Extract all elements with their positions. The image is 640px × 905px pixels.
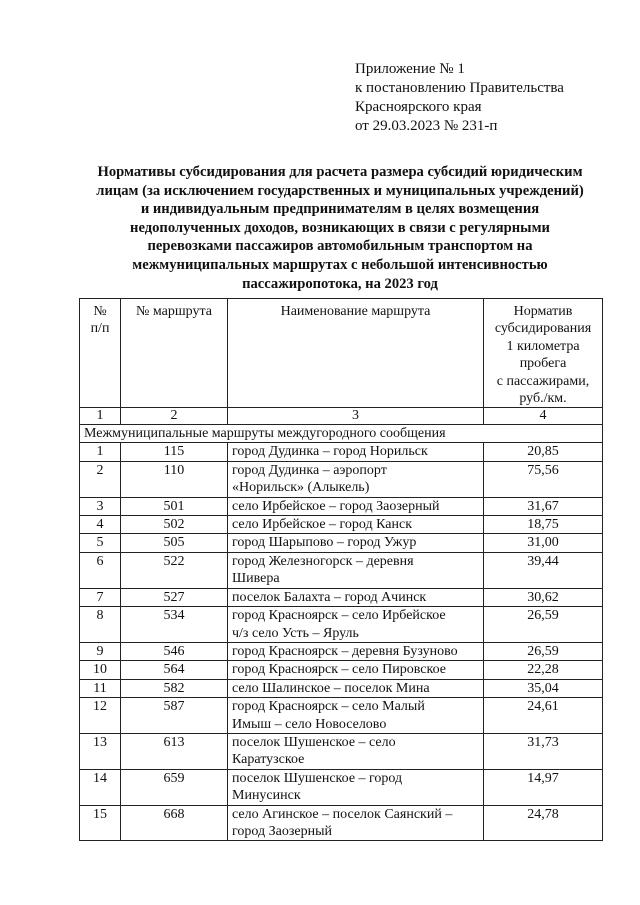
- title-line: Нормативы субсидирования для расчета размера субсидий юридическим: [97, 164, 583, 180]
- row-number: 10: [80, 661, 121, 679]
- subsidy-rate: 26,59: [484, 642, 603, 660]
- table-row: [80, 698, 603, 734]
- subsidy-rate: 24,61: [484, 698, 603, 734]
- table-row: [80, 769, 603, 805]
- route-name-line: село Ирбейское – город Заозерный: [232, 498, 440, 514]
- row-number: 9: [80, 642, 121, 660]
- route-name: [228, 733, 484, 769]
- route-name-line: Минусинск: [232, 788, 301, 804]
- table-header-row: [80, 299, 603, 408]
- route-number: 582: [121, 679, 228, 697]
- row-number: 2: [80, 461, 121, 497]
- route-name-line: село Ирбейское – город Канск: [232, 517, 413, 533]
- route-name-line: город Красноярск – село Малый: [232, 699, 425, 715]
- route-name-line: поселок Шушенское – город: [232, 770, 403, 786]
- section-title: Межмуниципальные маршруты междугородного сообщения: [80, 425, 603, 443]
- route-name-line: город Красноярск – деревня Бузуново: [232, 643, 458, 659]
- column-number: 2: [121, 408, 228, 425]
- title-line: пассажиропотока, на 2023 год: [242, 275, 438, 292]
- subsidy-rate: 14,97: [484, 769, 603, 805]
- route-name-line: село Агинское – поселок Саянский –: [232, 806, 453, 822]
- route-name-line: Имыш – село Новоселово: [232, 716, 387, 732]
- column-number: 1: [80, 408, 121, 425]
- column-number-row: [80, 408, 603, 425]
- route-name-line: «Норильск» (Алыкель): [232, 480, 370, 496]
- title-line: межмуниципальных маршрутах с небольшой интенсивностью: [132, 256, 548, 273]
- row-number: 5: [80, 534, 121, 552]
- route-name-line: город Железногорск – деревня: [232, 553, 414, 569]
- table-row: [80, 516, 603, 534]
- route-name-line: город Шарыпово – город Ужур: [232, 535, 417, 551]
- subsidy-rate: 39,44: [484, 552, 603, 588]
- row-number: 7: [80, 588, 121, 606]
- table-row: [80, 642, 603, 660]
- route-name-line: Каратузское: [232, 752, 305, 768]
- subsidy-rate: 31,00: [484, 534, 603, 552]
- route-number: 115: [121, 443, 228, 461]
- header-name: Наименование маршрута: [228, 299, 484, 408]
- header-route: № маршрута: [121, 299, 228, 408]
- route-number: 527: [121, 588, 228, 606]
- row-number: 12: [80, 698, 121, 734]
- row-number: 1: [80, 443, 121, 461]
- subsidy-rate: 22,28: [484, 661, 603, 679]
- route-number: 564: [121, 661, 228, 679]
- route-name-line: город Дудинка – аэропорт: [232, 462, 387, 478]
- route-name: [228, 805, 484, 841]
- subsidy-table: [79, 298, 603, 841]
- row-number: 8: [80, 607, 121, 643]
- table-row: [80, 443, 603, 461]
- section-row: [80, 425, 603, 443]
- row-number: 15: [80, 805, 121, 841]
- table-row: [80, 552, 603, 588]
- header-num: № п/п: [80, 299, 121, 408]
- route-number: 613: [121, 733, 228, 769]
- subsidy-rate: 20,85: [484, 443, 603, 461]
- route-name: [228, 443, 484, 461]
- title-line: недополученных доходов, возникающих в связи с регулярными: [130, 219, 550, 236]
- route-name: [228, 497, 484, 515]
- route-number: 501: [121, 497, 228, 515]
- table-row: [80, 497, 603, 515]
- route-name-line: город Красноярск – село Ирбейское: [232, 608, 446, 624]
- subsidy-rate: 18,75: [484, 516, 603, 534]
- route-name-line: Шивера: [232, 571, 280, 587]
- row-number: 3: [80, 497, 121, 515]
- route-name: [228, 534, 484, 552]
- appendix-line: Приложение № 1: [355, 61, 465, 77]
- route-name: [228, 769, 484, 805]
- route-name-line: ч/з село Усть – Яруль: [232, 625, 359, 641]
- row-number: 14: [80, 769, 121, 805]
- route-number: 522: [121, 552, 228, 588]
- route-number: 668: [121, 805, 228, 841]
- row-number: 11: [80, 679, 121, 697]
- route-name: [228, 516, 484, 534]
- route-name: [228, 661, 484, 679]
- route-name: [228, 461, 484, 497]
- route-name: [228, 698, 484, 734]
- route-number: 534: [121, 607, 228, 643]
- title-line: и индивидуальным предпринимателям в целях возмещения: [140, 201, 540, 218]
- route-name-line: город Дудинка – город Норильск: [232, 444, 428, 460]
- subsidy-rate: 30,62: [484, 588, 603, 606]
- table-row: [80, 534, 603, 552]
- route-name-line: город Заозерный: [232, 823, 332, 839]
- table-row: [80, 679, 603, 697]
- header-norm: Норматив субсидирования 1 километра пробега с пассажирами, руб./км.: [484, 299, 603, 408]
- column-number: 3: [228, 408, 484, 425]
- subsidy-rate: 31,73: [484, 733, 603, 769]
- route-name: [228, 552, 484, 588]
- table-row: [80, 733, 603, 769]
- route-name-line: поселок Балахта – город Ачинск: [232, 589, 427, 605]
- route-number: 546: [121, 642, 228, 660]
- subsidy-rate: 26,59: [484, 607, 603, 643]
- subsidy-rate: 24,78: [484, 805, 603, 841]
- row-number: 13: [80, 733, 121, 769]
- title-line: перевозками пассажиров автомобильным транспортом на: [147, 238, 533, 255]
- table-row: [80, 805, 603, 841]
- row-number: 4: [80, 516, 121, 534]
- route-name: [228, 588, 484, 606]
- appendix-block: [355, 60, 564, 136]
- table-row: [80, 607, 603, 643]
- route-number: 659: [121, 769, 228, 805]
- table-row: [80, 588, 603, 606]
- route-name: [228, 607, 484, 643]
- route-number: 505: [121, 534, 228, 552]
- route-name-line: поселок Шушенское – село: [232, 734, 396, 750]
- title-line: лицам (за исключением государственных и муниципальных учреждений): [96, 182, 584, 199]
- subsidy-rate: 31,67: [484, 497, 603, 515]
- subsidy-rate: 35,04: [484, 679, 603, 697]
- document-title: [78, 163, 602, 293]
- route-number: 502: [121, 516, 228, 534]
- route-name-line: город Красноярск – село Пировское: [232, 662, 446, 678]
- column-number: 4: [484, 408, 603, 425]
- table-row: [80, 661, 603, 679]
- appendix-line: от 29.03.2023 № 231-п: [355, 118, 498, 134]
- route-number: 110: [121, 461, 228, 497]
- route-name-line: село Шалинское – поселок Мина: [232, 680, 430, 696]
- table-row: [80, 461, 603, 497]
- appendix-line: Красноярского края: [355, 99, 482, 115]
- route-name: [228, 679, 484, 697]
- route-number: 587: [121, 698, 228, 734]
- row-number: 6: [80, 552, 121, 588]
- appendix-line: к постановлению Правительства: [355, 80, 564, 96]
- route-name: [228, 642, 484, 660]
- subsidy-rate: 75,56: [484, 461, 603, 497]
